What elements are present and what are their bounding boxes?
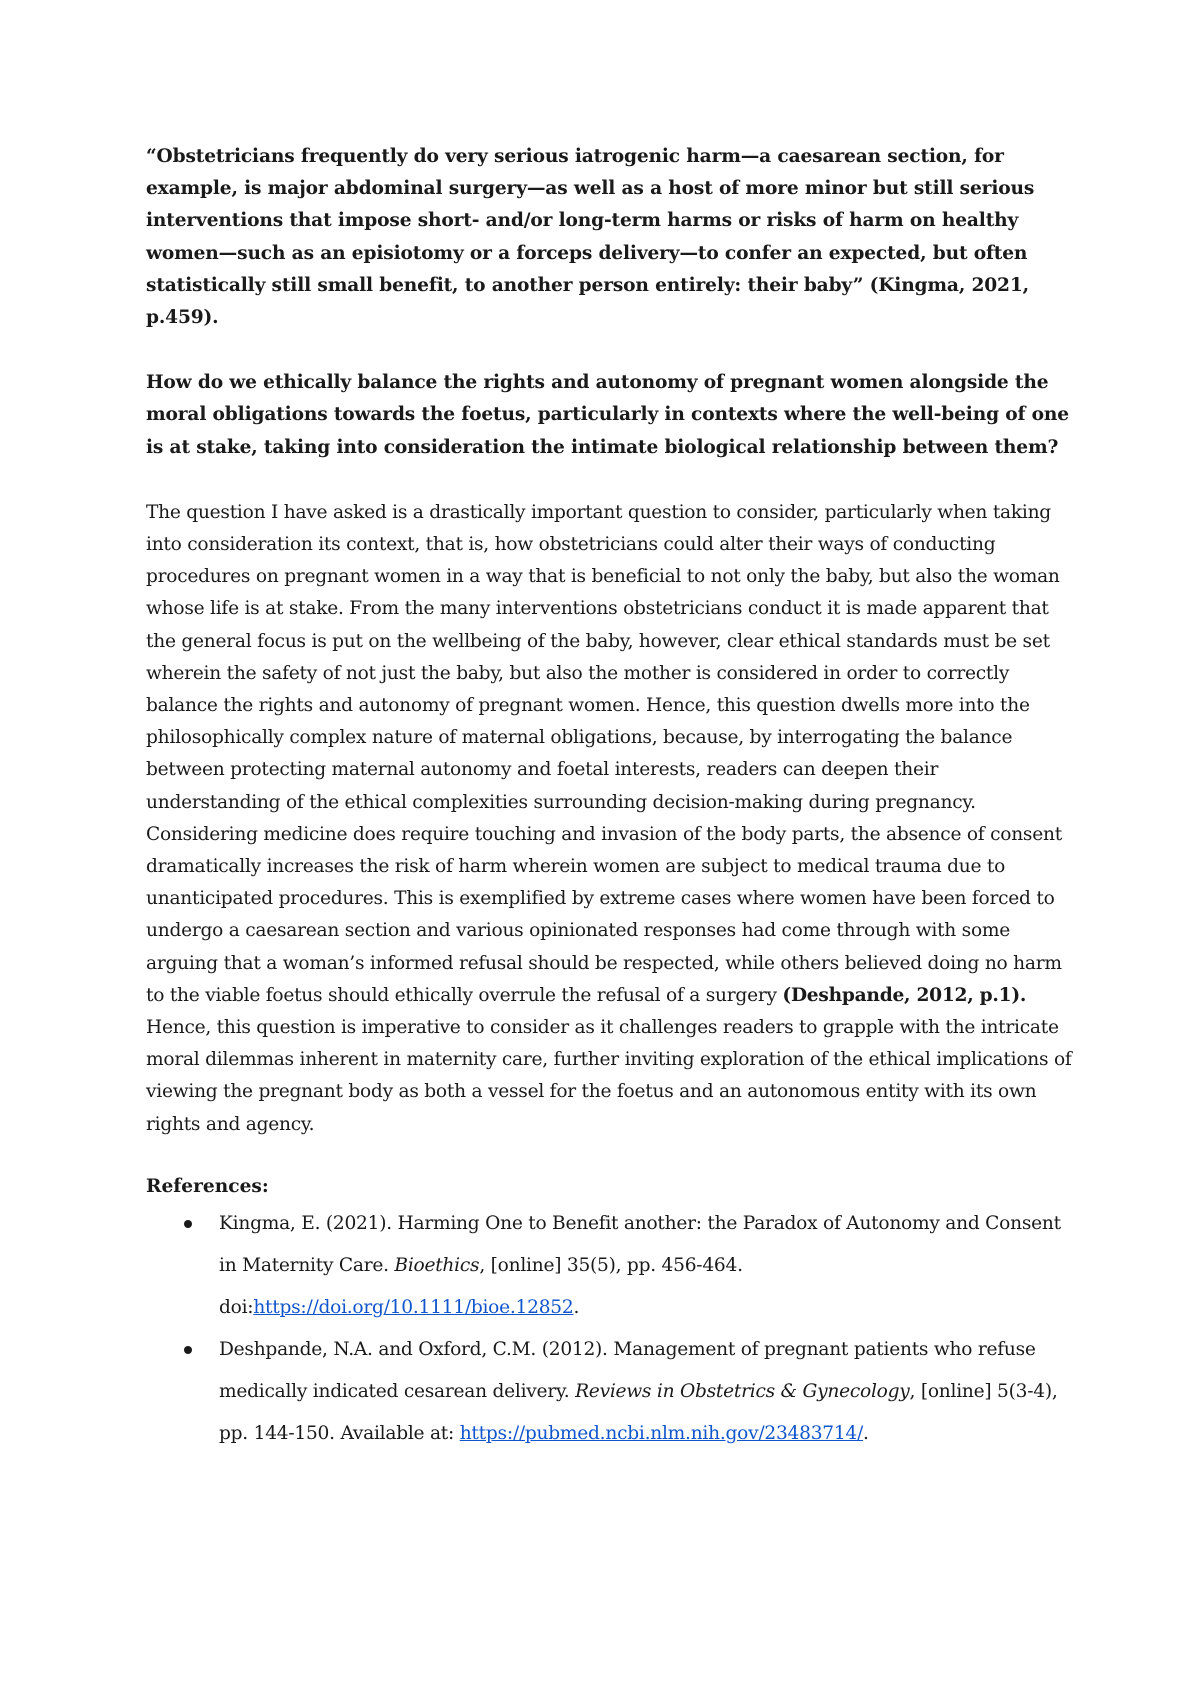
reference-end: . xyxy=(573,1296,580,1318)
reference-details: , [online] 5(3-4), pp. 144-150. Available at: xyxy=(219,1380,1058,1444)
references-list xyxy=(146,1203,1074,1455)
reference-item xyxy=(146,1203,1074,1329)
essay-paragraph xyxy=(146,497,1074,1141)
bullet-icon xyxy=(184,1220,192,1228)
essay-citation: (Deshpande, 2012, p.1). xyxy=(782,984,1027,1006)
reference-link[interactable]: https://doi.org/10.1111/bioe.12852 xyxy=(253,1296,574,1318)
reference-text: Kingma, E. (2021). Harming One to Benefit another: the Paradox of Autonomy and Consent in Maternity Care. xyxy=(219,1212,1061,1276)
reference-text: Deshpande, N.A. and Oxford, C.M. (2012). Management of pregnant patients who refuse medically indicated cesarean delivery. xyxy=(219,1338,1036,1402)
reference-journal: Bioethics xyxy=(394,1254,480,1276)
reference-end: . xyxy=(863,1422,869,1444)
reference-link[interactable]: https://pubmed.ncbi.nlm.nih.gov/23483714/ xyxy=(459,1422,864,1444)
bullet-icon xyxy=(184,1346,192,1354)
reference-details: , [online] 35(5), pp. 456-464. doi: xyxy=(219,1254,743,1318)
reference-journal: Reviews in Obstetrics & Gynecology xyxy=(575,1380,910,1402)
opening-quote: “Obstetricians frequently do very serious iatrogenic harm—a caesarean section, for example, is major abdominal surgery—as well as a host of more minor but still serious interventions that impose short- and/or long-term harms or risks of harm on healthy women—such as an episiotomy or a forceps delivery—to confer an expected, but often statistically still small benefit, to another person entirely: their baby” (Kingma, 2021, p.459). xyxy=(146,146,1035,329)
research-question: How do we ethically balance the rights and autonomy of pregnant women alongside the moral obligations towards the foetus, particularly in contexts where the well-being of one is at stake, taking into consideration the intimate biological relationship between them? xyxy=(146,372,1069,458)
essay-text-part2: Hence, this question is imperative to consider as it challenges readers to grapple with the intricate moral dilemmas inherent in maternity care, further inviting exploration of the ethical implications of viewing the pregnant body as both a vessel for the foetus and an autonomous entity with its own rights and agency. xyxy=(146,1017,1072,1135)
essay-text-part1: The question I have asked is a drastically important question to consider, particularly when taking into consideration its context, that is, how obstetricians could alter their ways of conducting procedures on pregnant women in a way that is beneficial to not only the baby, but also the woman whose life is at stake. From the many interventions obstetricians conduct it is made apparent that the general focus is put on the wellbeing of the baby, however, clear ethical standards must be set wherein the safety of not just the baby, but also the mother is considered in order to correctly balance the rights and autonomy of pregnant women. Hence, this question dwells more into the philosophically complex nature of maternal obligations, because, by interrogating the balance between protecting maternal autonomy and foetal interests, readers can deepen their understanding of the ethical complexities surrounding decision-making during pregnancy. Considering medicine does require touching and invasion of the body parts, the absence of consent dramatically increases the risk of harm wherein women are subject to medical trauma due to unanticipated procedures. This is exemplified by extreme cases where women have been forced to undergo a caesarean section and various opinionated responses had come through with some arguing that a woman’s informed refusal should be respected, while others believed doing no harm to the viable foetus should ethically overrule the refusal of a surgery xyxy=(146,501,1062,1006)
document-page xyxy=(146,141,1074,1455)
reference-item xyxy=(146,1329,1074,1455)
references-heading: References: xyxy=(146,1175,269,1197)
